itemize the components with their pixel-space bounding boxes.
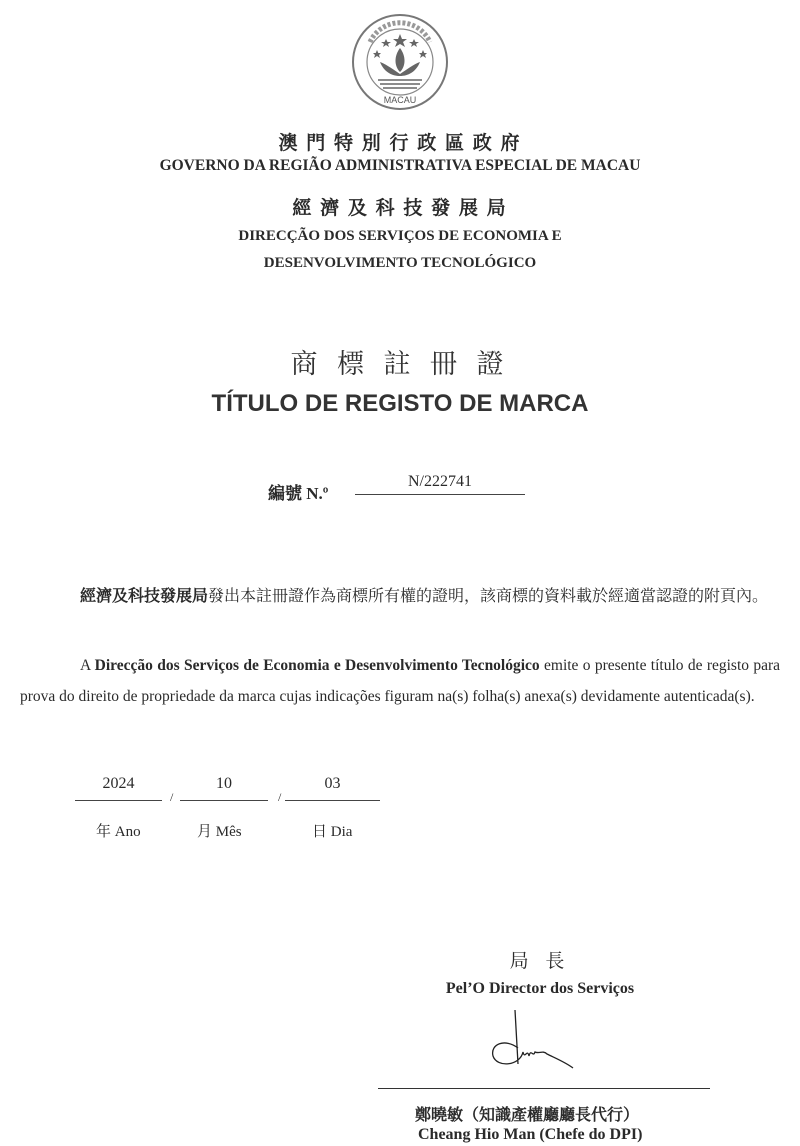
macau-emblem-seal <box>350 12 450 112</box>
date-year-label: 年 Ano <box>96 824 141 840</box>
body-pt-dept: Direcção dos Serviços de Economia e Desenvolvimento Tecnológico <box>94 657 540 674</box>
date-day-line <box>285 800 380 801</box>
date-month: 10 <box>216 775 232 792</box>
registration-number-value: N/222741 <box>408 473 472 490</box>
body-pt <box>20 650 780 712</box>
signatory-title-pt: Pel’O Director dos Serviços <box>445 980 635 997</box>
date-day-label: 日 Dia <box>312 824 353 840</box>
signature-line <box>378 1088 710 1089</box>
date-day: 03 <box>324 775 341 792</box>
gov-name-zh: 澳 門 特 別 行 政 區 政 府 <box>278 133 522 154</box>
date-month-line <box>180 800 268 801</box>
handwritten-signature <box>485 1008 585 1074</box>
seal-label: MACAU <box>383 95 417 105</box>
date-sep-1: / <box>170 790 174 804</box>
date-month-label: 月 Mês <box>197 824 242 840</box>
body-zh <box>20 579 780 615</box>
signatory-name-pt: Cheang Hio Man (Chefe do DPI) <box>418 1126 643 1143</box>
body-zh-dept: 經濟及科技發展局 <box>80 588 209 605</box>
date-year-line <box>75 800 162 801</box>
gov-name-pt: GOVERNO DA REGIÃO ADMINISTRATIVA ESPECIAL DE MACAU <box>159 157 641 174</box>
body-pt-text: emite o presente título de registo para prova do direito de propriedade da marca cujas indicações figuram na(s) folha(s) anexa(s) devidamente autenticada(s). <box>20 657 780 705</box>
dept-name-zh: 經 濟 及 科 技 發 展 局 <box>292 198 508 219</box>
body-pt-prefix: A <box>80 657 95 674</box>
body-zh-text: 發出本註冊證作為商標所有權的證明，該商標的資料載於經適當認證的附頁內。 <box>208 588 769 605</box>
signatory-name-zh: 鄭曉敏（知識產權廳廳長代行） <box>415 1107 640 1124</box>
registration-number-underline <box>355 494 525 495</box>
date-sep-2: / <box>278 790 282 804</box>
title-zh: 商 標 註 冊 證 <box>290 349 510 379</box>
registration-number-label: 編號 N.º <box>268 484 329 503</box>
signatory-title-zh: 局 長 <box>509 951 571 972</box>
dept-name-pt-line2: DESENVOLVIMENTO TECNOLÓGICO <box>263 255 537 271</box>
title-pt: TÍTULO DE REGISTO DE MARCA <box>211 390 589 417</box>
dept-name-pt-line1: DIRECÇÃO DOS SERVIÇOS DE ECONOMIA E <box>238 228 562 244</box>
date-year: 2024 <box>102 775 135 792</box>
